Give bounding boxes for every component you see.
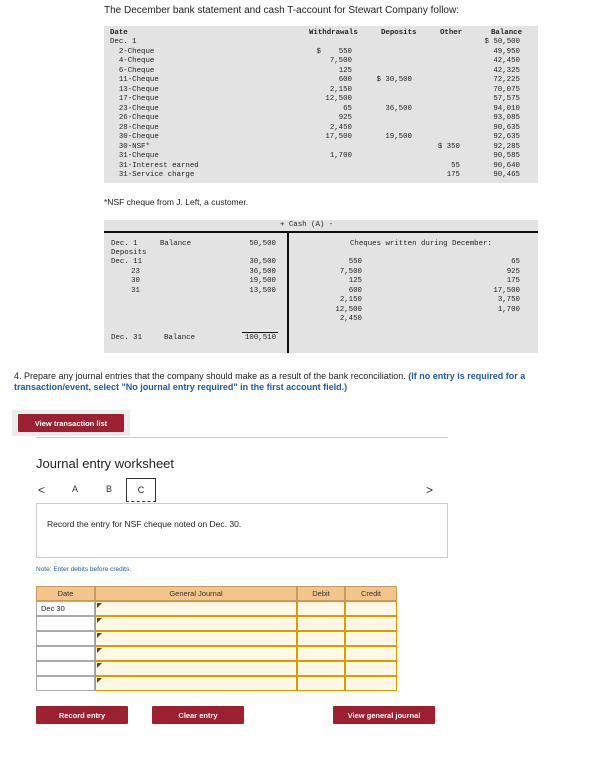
col-date: Date: [36, 586, 95, 601]
t-account-title: + Cash (A) -: [280, 221, 334, 229]
deposit-date: 23: [131, 267, 140, 276]
journal-debit-field[interactable]: [297, 601, 345, 616]
dropdown-corner-icon: [97, 678, 102, 683]
statement-row-withdrawal: 12,500: [325, 95, 352, 103]
statement-row-other: 55: [451, 161, 460, 170]
statement-row-deposit: 36,500: [385, 104, 412, 113]
statement-row-other: $ 350: [437, 142, 460, 151]
journal-debit-field[interactable]: [297, 661, 345, 676]
col-credit: Credit: [345, 586, 397, 601]
statement-row-withdrawal: 125: [338, 66, 352, 75]
cheque-amount: 175: [506, 277, 520, 285]
journal-credit-field[interactable]: [345, 676, 397, 691]
journal-credit-field[interactable]: [345, 631, 397, 646]
statement-row-date: 13-Cheque: [110, 85, 159, 94]
journal-row: [36, 631, 446, 646]
closing-date: Dec. 31: [111, 334, 143, 342]
intro-text: The December bank statement and cash T-account for Stewart Company follow:: [104, 5, 459, 16]
cheque-amount: 12,500: [335, 305, 362, 314]
t-account-top-line: [104, 231, 538, 233]
journal-account-field[interactable]: [95, 646, 297, 661]
statement-row-balance: 72,225: [493, 76, 520, 84]
cheque-amount: 1,700: [497, 305, 520, 314]
deposit-date: 30: [131, 277, 140, 285]
statement-row-balance: 42,450: [493, 57, 520, 65]
tab-b[interactable]: B: [106, 484, 113, 494]
statement-row-date: 30-NSF*: [110, 142, 150, 151]
statement-row-withdrawal: 7,500: [329, 57, 352, 65]
deposits-label: Deposits: [111, 249, 147, 257]
instruction-box: [36, 503, 448, 558]
deposit-amount: 36,500: [249, 267, 276, 276]
journal-account-field[interactable]: [95, 676, 297, 691]
col-balance-header: Balance: [491, 29, 523, 37]
deposit-date: Dec. 11: [111, 258, 143, 266]
journal-row-date: [36, 661, 95, 676]
deposit-amount: 13,500: [249, 286, 276, 295]
bank-statement: [104, 26, 538, 183]
statement-row-date: 11-Cheque: [110, 76, 159, 84]
statement-row-balance: 90,585: [493, 152, 520, 160]
statement-row-withdrawal: 600: [338, 76, 352, 84]
cash-t-account: [104, 220, 538, 353]
view-transaction-list-button[interactable]: View transaction list: [18, 414, 124, 432]
closing-amount: 100,510: [244, 334, 276, 342]
statement-row-deposit: $ 30,500: [376, 76, 412, 84]
dropdown-corner-icon: [97, 633, 102, 638]
cheque-amount: 600: [348, 286, 362, 295]
cheque-amount: 65: [511, 258, 520, 266]
statement-row-balance: 49,950: [493, 47, 520, 56]
statement-row-withdrawal: $ 550: [316, 47, 352, 56]
deposit-date: 31: [131, 286, 140, 295]
journal-debit-field[interactable]: [297, 646, 345, 661]
journal-row: [36, 601, 446, 616]
statement-row-withdrawal: 17,500: [325, 133, 352, 141]
statement-row-withdrawal: 2,150: [329, 85, 352, 94]
statement-row-balance: 42,325: [493, 66, 520, 75]
statement-row-date: 2-Cheque: [110, 47, 155, 56]
journal-worksheet-panel: [36, 437, 448, 740]
statement-row-date: 30-Cheque: [110, 133, 159, 141]
journal-debit-field[interactable]: [297, 616, 345, 631]
prev-icon[interactable]: <: [38, 483, 46, 497]
closing-label: Balance: [164, 334, 196, 342]
statement-row-withdrawal: 925: [338, 114, 352, 122]
journal-account-field[interactable]: [95, 601, 297, 616]
journal-account-field[interactable]: [95, 616, 297, 631]
cheque-amount: 2,450: [339, 315, 362, 323]
statement-row-date: 6-Cheque: [110, 66, 155, 75]
deposit-amount: 30,500: [249, 258, 276, 266]
statement-row-balance: 92,635: [493, 133, 520, 141]
journal-row-date: [36, 631, 95, 646]
cheque-amount: 3,750: [497, 296, 520, 304]
cheque-amount: 125: [348, 277, 362, 285]
journal-row-date: [36, 646, 95, 661]
instruction-text: Record the entry for NSF cheque noted on Dec. 30.: [47, 519, 242, 529]
statement-row-date: 28-Cheque: [110, 123, 159, 132]
statement-row-balance: 93,085: [493, 114, 520, 122]
statement-row-balance: 90,635: [493, 123, 520, 132]
journal-row-date: [36, 676, 95, 691]
journal-row-date: [36, 616, 95, 631]
view-general-journal-button[interactable]: View general journal: [333, 706, 435, 724]
journal-row: [36, 616, 446, 631]
statement-row-other: 175: [446, 171, 460, 179]
statement-row-date: 23-Cheque: [110, 104, 159, 113]
col-date-header: Date: [110, 29, 128, 37]
view-list-wrapper: [12, 410, 130, 436]
statement-row-withdrawal: 1,700: [329, 152, 352, 160]
statement-row-date: 17-Cheque: [110, 95, 159, 103]
cheque-amount: 7,500: [339, 267, 362, 276]
closing-rule: [242, 332, 278, 333]
journal-credit-field[interactable]: [345, 601, 397, 616]
dropdown-corner-icon: [97, 648, 102, 653]
statement-row-withdrawal: 2,450: [329, 123, 352, 132]
statement-row-date: Dec. 1: [110, 38, 137, 46]
statement-row-balance: 94,010: [493, 104, 520, 113]
worksheet-title: Journal entry worksheet: [36, 456, 175, 471]
nsf-footnote: *NSF cheque from J. Left, a customer.: [104, 197, 249, 207]
record-entry-button[interactable]: Record entry: [36, 706, 128, 724]
statement-row-date: 4-Cheque: [110, 57, 155, 65]
t-account-divider: [287, 231, 289, 353]
journal-credit-field[interactable]: [345, 616, 397, 631]
tab-c[interactable]: C: [126, 478, 156, 502]
col-general-journal: General Journal: [95, 586, 297, 601]
deposit-amount: 19,500: [249, 277, 276, 285]
next-icon[interactable]: >: [426, 483, 434, 497]
statement-row-date: 31-Interest earned: [110, 161, 199, 170]
col-deposits-header: Deposits: [381, 29, 417, 37]
dropdown-corner-icon: [97, 603, 102, 608]
statement-row-date: 31-Cheque: [110, 152, 159, 160]
question-4: 4. Prepare any journal entries that the company should make as a result of the bank reconciliation. (If no entry is required for a transaction/event, select "No journal entry required" in the first account field.): [14, 371, 526, 392]
journal-row-date: Dec 30: [36, 601, 95, 616]
journal-credit-field[interactable]: [345, 646, 397, 661]
journal-credit-field[interactable]: [345, 661, 397, 676]
clear-entry-button[interactable]: Clear entry: [152, 706, 244, 724]
statement-row-balance: 70,075: [493, 85, 520, 94]
cheque-amount: 550: [348, 258, 362, 266]
statement-row-balance: $ 50,500: [484, 38, 520, 46]
statement-row-date: 26-Cheque: [110, 114, 159, 122]
journal-account-field[interactable]: [95, 661, 297, 676]
cheque-amount: 925: [506, 267, 520, 276]
debit-credit-note: Note: Enter debits before credits.: [36, 566, 132, 573]
statement-row-balance: 90,465: [493, 171, 520, 179]
cheques-written-title: Cheques written during December:: [350, 240, 492, 248]
journal-debit-field[interactable]: [297, 631, 345, 646]
statement-row-deposit: 19,500: [385, 133, 412, 141]
col-withdrawals-header: Withdrawals: [309, 29, 358, 37]
journal-row: [36, 646, 446, 661]
tab-a[interactable]: A: [72, 484, 79, 494]
col-debit: Debit: [297, 586, 345, 601]
journal-account-field[interactable]: [95, 631, 297, 646]
statement-row-balance: 57,575: [493, 95, 520, 103]
journal-row: [36, 676, 446, 691]
journal-debit-field[interactable]: [297, 676, 345, 691]
opening-label: Balance: [160, 240, 192, 248]
opening-amount: 50,500: [249, 240, 276, 248]
journal-grid-header: [36, 586, 446, 601]
cheque-amount: 2,150: [339, 296, 362, 304]
statement-row-balance: 92,285: [493, 142, 520, 151]
col-other-header: Other: [440, 29, 463, 37]
journal-row: [36, 661, 446, 676]
dropdown-corner-icon: [97, 663, 102, 668]
dropdown-corner-icon: [97, 618, 102, 623]
statement-row-date: 31-Service charge: [110, 171, 195, 179]
statement-row-withdrawal: 65: [343, 104, 352, 113]
opening-date: Dec. 1: [111, 240, 138, 248]
cheque-amount: 17,500: [493, 286, 520, 295]
statement-row-balance: 90,640: [493, 161, 520, 170]
